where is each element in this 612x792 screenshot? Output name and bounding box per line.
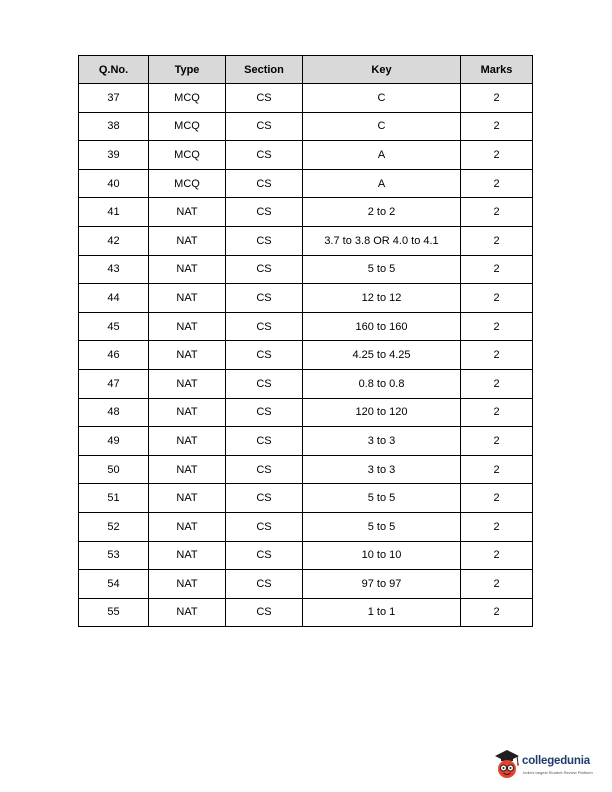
cell-key: A bbox=[303, 141, 461, 170]
cell-key: 3 to 3 bbox=[303, 427, 461, 456]
cell-qno: 42 bbox=[79, 226, 149, 255]
cell-section: CS bbox=[226, 112, 303, 141]
table-row bbox=[79, 598, 533, 627]
table-row bbox=[79, 455, 533, 484]
collegedunia-logo bbox=[491, 747, 609, 783]
cell-qno: 46 bbox=[79, 341, 149, 370]
cell-type: NAT bbox=[149, 226, 226, 255]
brand-tagline: India's largest Student Review Platform bbox=[523, 770, 593, 775]
cell-qno: 53 bbox=[79, 541, 149, 570]
cell-section: CS bbox=[226, 369, 303, 398]
cell-marks: 2 bbox=[461, 198, 533, 227]
cell-marks: 2 bbox=[461, 427, 533, 456]
cell-key: 3.7 to 3.8 OR 4.0 to 4.1 bbox=[303, 226, 461, 255]
cell-key: 5 to 5 bbox=[303, 512, 461, 541]
cell-type: NAT bbox=[149, 427, 226, 456]
cell-section: CS bbox=[226, 226, 303, 255]
header-section: Section bbox=[226, 56, 303, 84]
cell-key: A bbox=[303, 169, 461, 198]
table-row bbox=[79, 512, 533, 541]
cell-type: NAT bbox=[149, 398, 226, 427]
cell-qno: 45 bbox=[79, 312, 149, 341]
cell-qno: 44 bbox=[79, 284, 149, 313]
cell-key: 1 to 1 bbox=[303, 598, 461, 627]
cell-type: NAT bbox=[149, 255, 226, 284]
cell-marks: 2 bbox=[461, 341, 533, 370]
cell-qno: 54 bbox=[79, 570, 149, 599]
cell-section: CS bbox=[226, 312, 303, 341]
table-row bbox=[79, 341, 533, 370]
cell-marks: 2 bbox=[461, 570, 533, 599]
cell-marks: 2 bbox=[461, 112, 533, 141]
cell-marks: 2 bbox=[461, 284, 533, 313]
cell-qno: 38 bbox=[79, 112, 149, 141]
table-row bbox=[79, 84, 533, 113]
table-row bbox=[79, 427, 533, 456]
cell-qno: 39 bbox=[79, 141, 149, 170]
cell-marks: 2 bbox=[461, 369, 533, 398]
cell-qno: 47 bbox=[79, 369, 149, 398]
cell-section: CS bbox=[226, 284, 303, 313]
cell-section: CS bbox=[226, 341, 303, 370]
cell-type: NAT bbox=[149, 198, 226, 227]
cell-key: 10 to 10 bbox=[303, 541, 461, 570]
cell-qno: 52 bbox=[79, 512, 149, 541]
cell-qno: 50 bbox=[79, 455, 149, 484]
table-row bbox=[79, 255, 533, 284]
cell-type: NAT bbox=[149, 570, 226, 599]
cell-key: 2 to 2 bbox=[303, 198, 461, 227]
cell-qno: 48 bbox=[79, 398, 149, 427]
cell-key: 0.8 to 0.8 bbox=[303, 369, 461, 398]
cell-key: 4.25 to 4.25 bbox=[303, 341, 461, 370]
cell-section: CS bbox=[226, 255, 303, 284]
brand-name: collegedunia bbox=[522, 755, 590, 767]
cell-marks: 2 bbox=[461, 541, 533, 570]
cell-marks: 2 bbox=[461, 312, 533, 341]
cell-key: C bbox=[303, 112, 461, 141]
cell-key: 3 to 3 bbox=[303, 455, 461, 484]
table-row bbox=[79, 312, 533, 341]
cell-marks: 2 bbox=[461, 255, 533, 284]
cell-type: MCQ bbox=[149, 169, 226, 198]
table-row bbox=[79, 198, 533, 227]
cell-key: 120 to 120 bbox=[303, 398, 461, 427]
table-body bbox=[79, 84, 533, 627]
cell-section: CS bbox=[226, 198, 303, 227]
cell-type: MCQ bbox=[149, 112, 226, 141]
cell-qno: 41 bbox=[79, 198, 149, 227]
cell-qno: 37 bbox=[79, 84, 149, 113]
table-row bbox=[79, 226, 533, 255]
cell-type: NAT bbox=[149, 541, 226, 570]
cell-section: CS bbox=[226, 455, 303, 484]
cell-section: CS bbox=[226, 598, 303, 627]
cell-type: MCQ bbox=[149, 84, 226, 113]
cell-qno: 49 bbox=[79, 427, 149, 456]
cell-marks: 2 bbox=[461, 512, 533, 541]
cell-qno: 43 bbox=[79, 255, 149, 284]
cell-type: NAT bbox=[149, 312, 226, 341]
table-row bbox=[79, 284, 533, 313]
cell-key: 5 to 5 bbox=[303, 484, 461, 513]
cell-key: C bbox=[303, 84, 461, 113]
cell-qno: 55 bbox=[79, 598, 149, 627]
cell-type: NAT bbox=[149, 341, 226, 370]
cell-marks: 2 bbox=[461, 398, 533, 427]
table-row bbox=[79, 484, 533, 513]
cell-type: NAT bbox=[149, 512, 226, 541]
cell-section: CS bbox=[226, 141, 303, 170]
cell-type: NAT bbox=[149, 284, 226, 313]
cell-marks: 2 bbox=[461, 141, 533, 170]
table-row bbox=[79, 141, 533, 170]
cell-type: NAT bbox=[149, 598, 226, 627]
table-row bbox=[79, 570, 533, 599]
cell-key: 97 to 97 bbox=[303, 570, 461, 599]
cell-qno: 51 bbox=[79, 484, 149, 513]
cell-section: CS bbox=[226, 427, 303, 456]
cell-section: CS bbox=[226, 512, 303, 541]
table-row bbox=[79, 369, 533, 398]
table-row bbox=[79, 112, 533, 141]
cell-marks: 2 bbox=[461, 455, 533, 484]
cell-marks: 2 bbox=[461, 226, 533, 255]
cell-marks: 2 bbox=[461, 484, 533, 513]
table-row bbox=[79, 541, 533, 570]
header-type: Type bbox=[149, 56, 226, 84]
cell-section: CS bbox=[226, 570, 303, 599]
cell-section: CS bbox=[226, 84, 303, 113]
cell-type: NAT bbox=[149, 484, 226, 513]
answer-key-table bbox=[78, 55, 533, 627]
cell-type: MCQ bbox=[149, 141, 226, 170]
header-key: Key bbox=[303, 56, 461, 84]
cell-type: NAT bbox=[149, 369, 226, 398]
cell-marks: 2 bbox=[461, 84, 533, 113]
cell-type: NAT bbox=[149, 455, 226, 484]
table-header-row bbox=[79, 56, 533, 84]
cell-marks: 2 bbox=[461, 598, 533, 627]
cell-key: 12 to 12 bbox=[303, 284, 461, 313]
header-marks: Marks bbox=[461, 56, 533, 84]
table-row bbox=[79, 398, 533, 427]
table-row bbox=[79, 169, 533, 198]
cell-section: CS bbox=[226, 398, 303, 427]
cell-key: 5 to 5 bbox=[303, 255, 461, 284]
cell-marks: 2 bbox=[461, 169, 533, 198]
header-qno: Q.No. bbox=[79, 56, 149, 84]
cell-qno: 40 bbox=[79, 169, 149, 198]
cell-section: CS bbox=[226, 169, 303, 198]
cell-section: CS bbox=[226, 541, 303, 570]
cell-key: 160 to 160 bbox=[303, 312, 461, 341]
graduate-mascot-icon bbox=[491, 747, 521, 781]
cell-section: CS bbox=[226, 484, 303, 513]
